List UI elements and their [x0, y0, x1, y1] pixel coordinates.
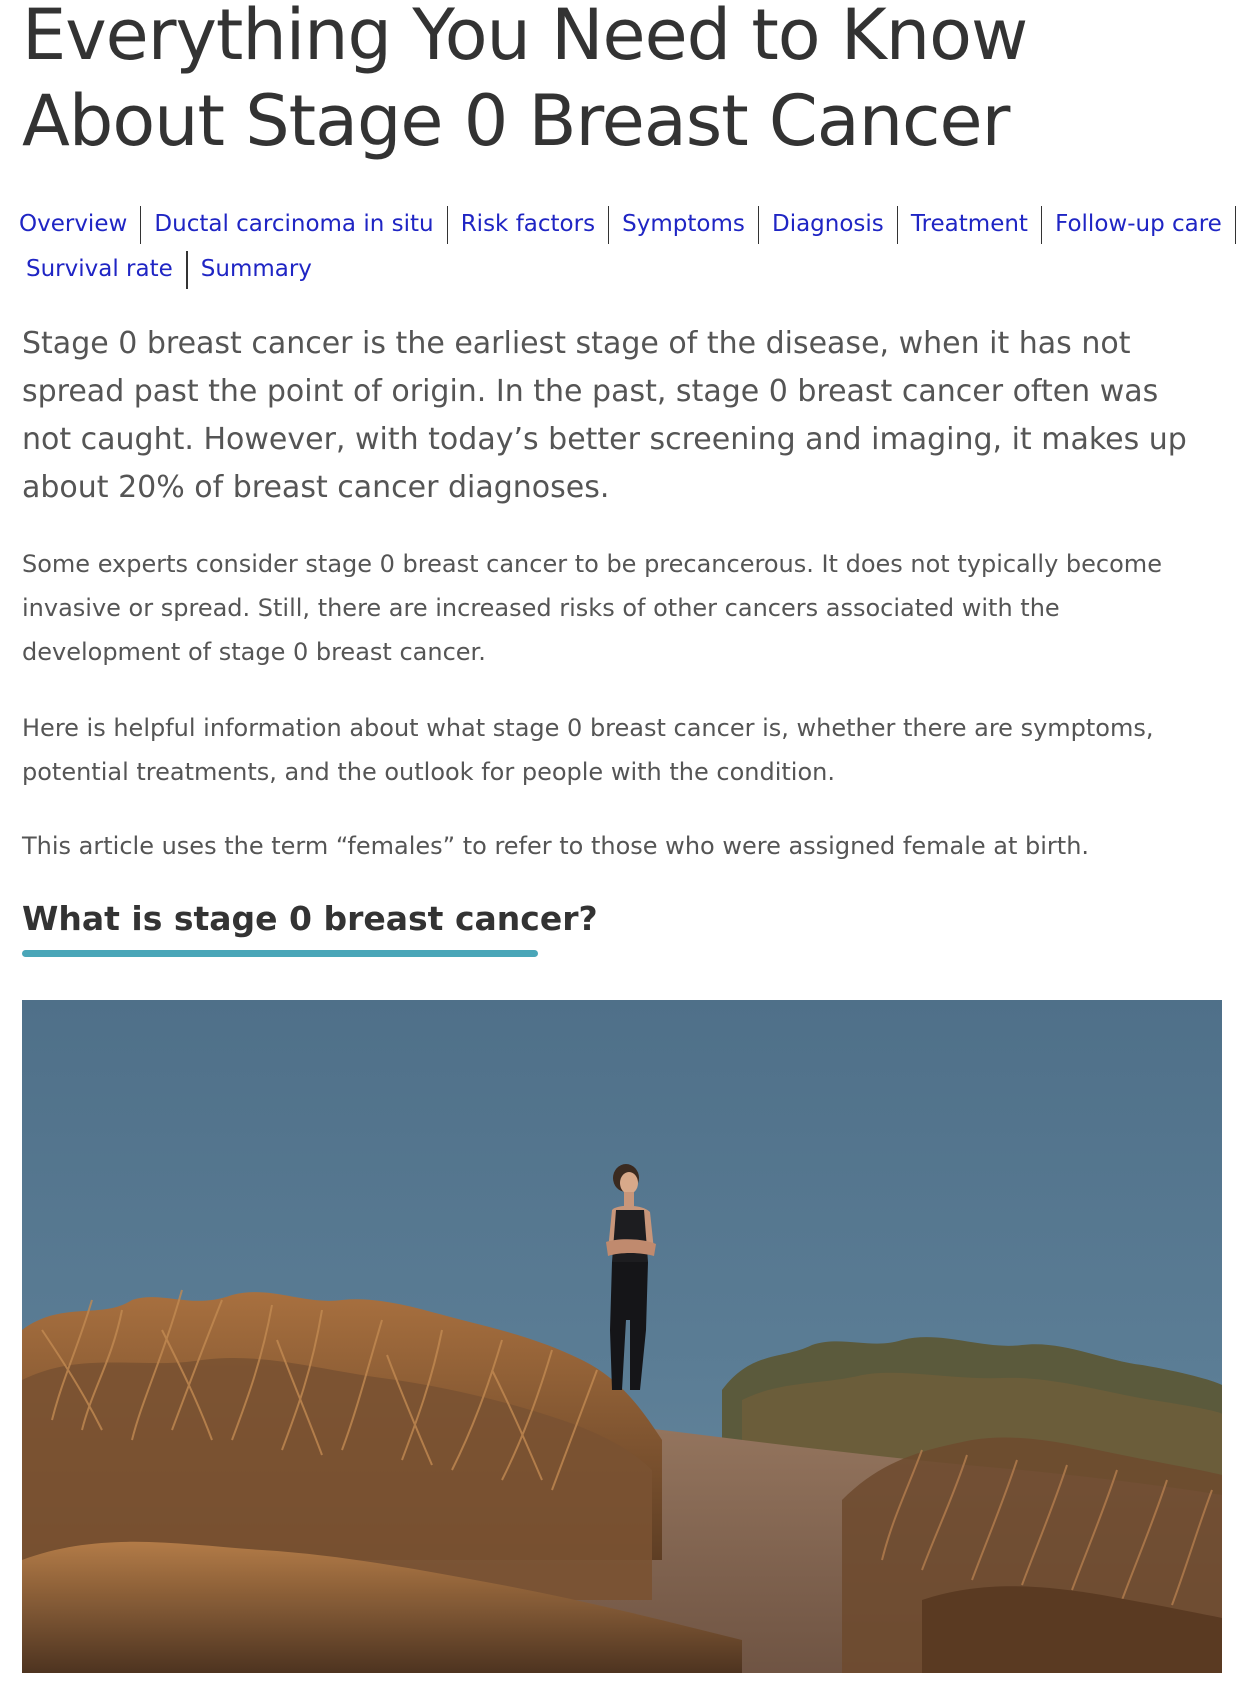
paragraph-line: invasive or spread. Still, there are increased risks of other cancers associated with the [22, 594, 1060, 622]
body-paragraph-helpful-info [22, 706, 1227, 794]
page-title [22, 0, 1222, 164]
page-title-line-2: About Stage 0 Breast Cancer [22, 80, 1010, 162]
hero-photo-woman-on-dunes [22, 1000, 1222, 1673]
toc-link-risk-factors[interactable]: Risk factors [460, 211, 596, 237]
section-heading-underline [22, 950, 538, 957]
hero-image [22, 1000, 1222, 1673]
toc-link-overview[interactable]: Overview [19, 211, 128, 237]
body-paragraph-terminology [22, 824, 1227, 868]
lead-line: spread past the point of origin. In the past, stage 0 breast cancer often was [22, 374, 1159, 409]
paragraph-line: Some experts consider stage 0 breast cancer to be precancerous. It does not typically become [22, 550, 1162, 578]
body-paragraph-precancerous [22, 542, 1227, 674]
paragraph-line: This article uses the term “females” to refer to those who were assigned female at birth. [22, 832, 1090, 860]
toc-link-survival-rate[interactable]: Survival rate [26, 256, 173, 282]
table-of-contents [6, 202, 1236, 292]
paragraph-line: potential treatments, and the outlook for people with the condition. [22, 758, 835, 786]
paragraph-line: development of stage 0 breast cancer. [22, 638, 486, 666]
lead-line: not caught. However, with today’s better screening and imaging, it makes up [22, 422, 1187, 457]
page-title-line-1: Everything You Need to Know [22, 0, 1028, 76]
toc-link-diagnosis[interactable]: Diagnosis [771, 211, 884, 237]
lead-line: Stage 0 breast cancer is the earliest stage of the disease, when it has not [22, 326, 1131, 361]
lead-line: about 20% of breast cancer diagnoses. [22, 470, 610, 505]
toc-row-2 [6, 247, 1236, 292]
toc-link-summary[interactable]: Summary [200, 256, 312, 282]
toc-link-ductal-carcinoma-in-situ[interactable]: Ductal carcinoma in situ [154, 211, 434, 237]
section-heading: What is stage 0 breast cancer? [22, 899, 598, 938]
toc-separator [1235, 206, 1236, 244]
lead-paragraph [22, 320, 1222, 512]
toc-row-1 [6, 202, 1236, 247]
toc-link-follow-up-care[interactable]: Follow-up care [1055, 211, 1222, 237]
toc-link-symptoms[interactable]: Symptoms [622, 211, 745, 237]
toc-link-treatment[interactable]: Treatment [910, 211, 1028, 237]
paragraph-line: Here is helpful information about what stage 0 breast cancer is, whether there are symptoms, [22, 714, 1154, 742]
